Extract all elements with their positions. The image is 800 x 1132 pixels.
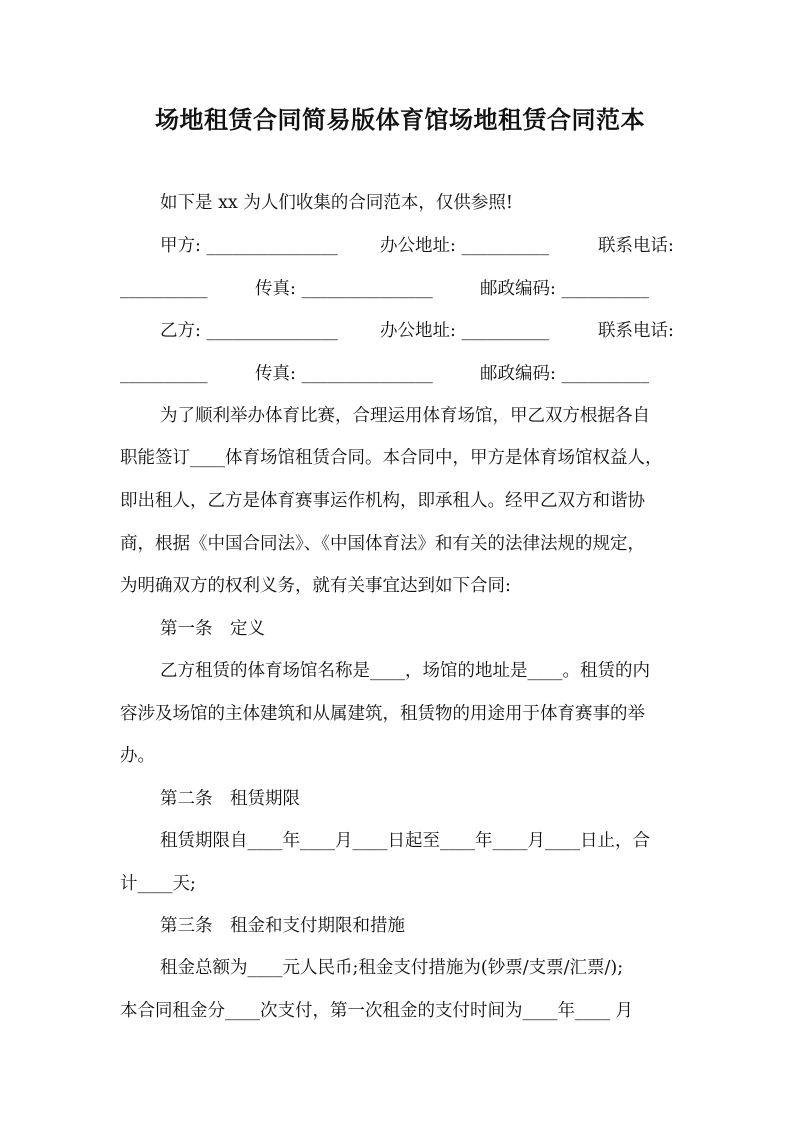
- party-a-address: 办公地址: __________: [380, 236, 549, 256]
- article-1-line: 乙方租赁的体育场馆名称是____，场馆的地址是____。租赁的内: [160, 661, 650, 681]
- preamble-line: 即出租人，乙方是体育赛事运作机构，即承租人。经甲乙双方和谐协: [120, 491, 645, 511]
- party-b-address: 办公地址: __________: [380, 321, 549, 341]
- party-a-phone: 联系电话:: [598, 236, 674, 256]
- party-a-row2: [120, 278, 690, 300]
- article-3-line: 本合同租金分____次支付，第一次租金的支付时间为____年____ 月: [120, 1001, 634, 1021]
- document-title: 场地租赁合同简易版体育馆场地租赁合同范本: [155, 105, 645, 134]
- article-1-line: 容涉及场馆的主体建筑和从属建筑，租赁物的用途用于体育赛事的举: [120, 704, 645, 724]
- article-2-heading: 第二条 租赁期限: [160, 789, 300, 809]
- party-a-postcode: 邮政编码: __________: [480, 279, 649, 299]
- article-1-line: 办。: [120, 746, 155, 766]
- preamble-line: 职能签订____体育场馆租赁合同。本合同中，甲方是体育场馆权益人，: [120, 448, 663, 468]
- party-a-phone-blank: __________: [120, 279, 208, 299]
- preamble-line: 为明确双方的权利义务，就有关事宜达到如下合同:: [120, 576, 511, 596]
- article-3-heading: 第三条 租金和支付期限和措施: [160, 916, 405, 936]
- party-b-label: 乙方: _______________: [160, 321, 338, 341]
- party-b-row2: [120, 363, 690, 385]
- party-b-row: [160, 320, 690, 342]
- party-b-phone: 联系电话:: [598, 321, 674, 341]
- preamble-line: 商，根据《中国合同法》、《中国体育法》和有关的法律法规的规定，: [120, 534, 645, 554]
- party-a-row: [160, 235, 690, 257]
- party-b-phone-blank: __________: [120, 364, 208, 384]
- party-a-label: 甲方: _______________: [160, 236, 338, 256]
- party-b-postcode: 邮政编码: __________: [480, 364, 649, 384]
- article-3-line: 租金总额为____元人民币;租金支付措施为(钞票/支票/汇票/);: [160, 958, 624, 978]
- party-a-fax: 传真: _______________: [255, 279, 433, 299]
- article-2-line: 计____天;: [120, 874, 196, 894]
- intro-text: 如下是 xx 为人们收集的合同范本，仅供参照!: [160, 193, 513, 213]
- preamble-line: 为了顺利举办体育比赛，合理运用体育场馆，甲乙双方根据各自: [160, 406, 650, 426]
- party-b-fax: 传真: _______________: [255, 364, 433, 384]
- article-2-line: 租赁期限自____年____月____日起至____年____月____日止，合: [160, 831, 650, 851]
- article-1-heading: 第一条 定义: [160, 619, 265, 639]
